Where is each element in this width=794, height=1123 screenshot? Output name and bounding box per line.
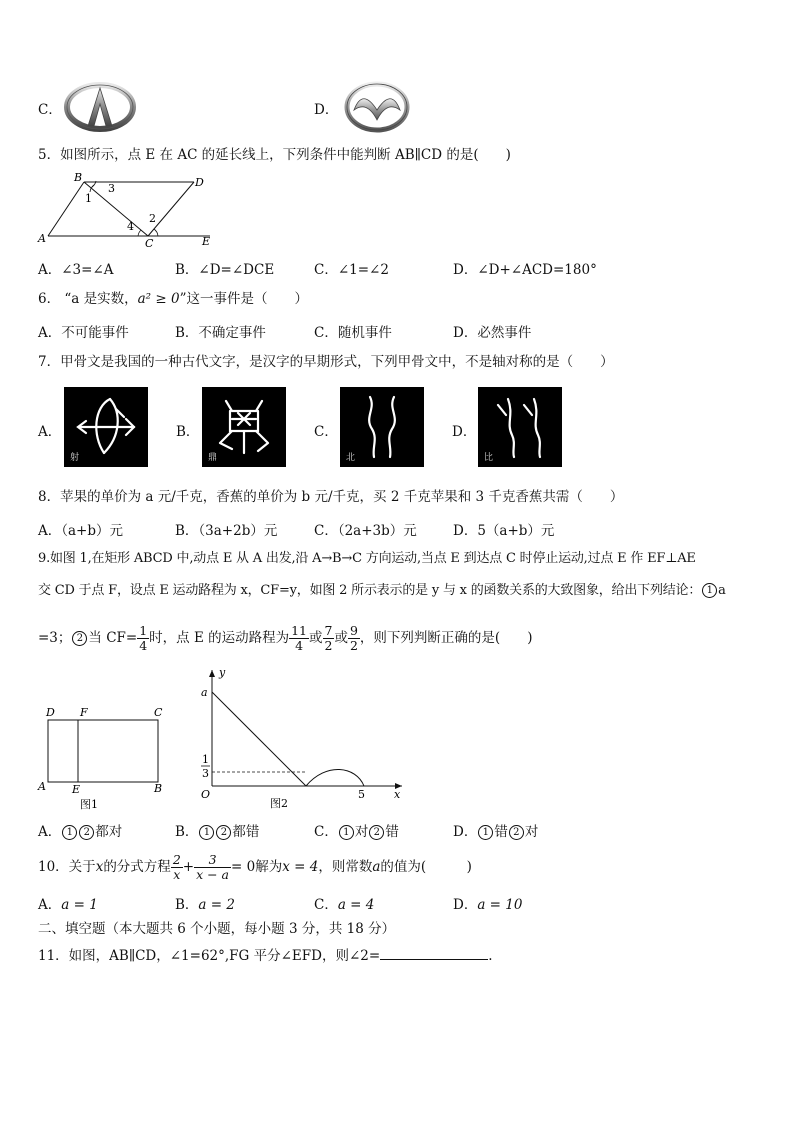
caption-she: 射 bbox=[70, 453, 80, 463]
q10-stem bbox=[38, 848, 472, 886]
q5-stem: 5．如图所示，点 E 在 AC 的延长线上，下列条件中能判断 AB∥CD 的是( ) bbox=[38, 147, 511, 163]
q9-line2 bbox=[38, 581, 726, 601]
oracle-glyph-a bbox=[64, 387, 148, 467]
frac-den: 4 bbox=[139, 638, 148, 653]
oracle-glyph-c bbox=[340, 387, 424, 467]
q4-option-d-label: D． bbox=[314, 102, 339, 118]
opt-value: a = 10 bbox=[477, 897, 523, 913]
q10-eq0: = 0 bbox=[231, 859, 256, 875]
q8-option-b: B．（3a+2b）元 bbox=[175, 523, 278, 539]
caption-ding: 鼎 bbox=[208, 453, 218, 463]
q5-angle-2: 2 bbox=[149, 212, 156, 225]
q9-figure-1 bbox=[34, 700, 174, 815]
q8-stem: 8．苹果的单价为 a 元/千克，香蕉的单价为 b 元/千克，买 2 千克苹果和 3 千克香蕉共需（ ） bbox=[38, 489, 624, 505]
oracle-glyph-d bbox=[478, 387, 562, 467]
q10-options bbox=[38, 893, 758, 913]
opt-letter: C． bbox=[314, 897, 338, 913]
q9-frac-11-4 bbox=[289, 624, 309, 653]
circled-1: 1 bbox=[478, 825, 493, 840]
fig1-point-c: C bbox=[154, 706, 163, 719]
q9-line1: 9.如图 1,在矩形 ABCD 中,动点 E 从 A 出发,沿 A→B→C 方向运动,当点 E 到达点 C 时停止运动,过点 E 作 EF⊥AE bbox=[38, 551, 696, 566]
q5-option-c: C．∠1=∠2 bbox=[314, 262, 389, 278]
fig1-caption: 图1 bbox=[80, 798, 98, 811]
q6-options bbox=[38, 321, 758, 341]
q5-option-d: D．∠D+∠ACD=180° bbox=[453, 262, 597, 278]
opt-value: a = 4 bbox=[337, 897, 375, 913]
opt-text: 都错 bbox=[232, 824, 260, 840]
q9-line3-b: 当 CF= bbox=[88, 630, 138, 646]
q10-option-a bbox=[38, 893, 98, 913]
q9-option-c bbox=[314, 820, 399, 840]
fig2-frac-den: 3 bbox=[202, 767, 209, 780]
q9-options bbox=[38, 820, 758, 840]
q11-stem bbox=[38, 945, 492, 966]
opt-value: a = 1 bbox=[61, 897, 98, 913]
q4-option-c-label: C． bbox=[38, 102, 62, 118]
q7-label-c: C． bbox=[314, 424, 338, 440]
q5-option-a: A．∠3=∠A bbox=[38, 262, 114, 278]
q9-circled-2: 2 bbox=[72, 631, 87, 646]
q10-plus: + bbox=[182, 859, 195, 875]
frac-den: 4 bbox=[295, 638, 304, 653]
q5-point-a: A bbox=[38, 232, 46, 245]
q10-frac-2-x bbox=[171, 853, 183, 882]
opt-letter: B． bbox=[175, 897, 199, 913]
q10-mid: 的分式方程 bbox=[103, 859, 171, 875]
q9-option-d bbox=[453, 820, 538, 840]
oracle-glyph-b bbox=[202, 387, 286, 467]
frac-num: 11 bbox=[291, 623, 308, 638]
fig2-a-label: a bbox=[201, 686, 208, 699]
q8-option-a: A．（a+b）元 bbox=[38, 523, 124, 539]
frac-num: 9 bbox=[349, 623, 358, 638]
opt-mid: 对 bbox=[354, 824, 369, 840]
q9-line2-text: 交 CD 于点 F，设点 E 运动路程为 x，CF=y，如图 2 所示表示的是 y 与 x 的函数关系的大致图象，给出下列结论： bbox=[38, 583, 702, 598]
q9-frac-9-2 bbox=[348, 624, 360, 653]
fig2-y-label: y bbox=[219, 666, 226, 679]
opt-text: 对 bbox=[524, 824, 539, 840]
circled-1: 1 bbox=[339, 825, 354, 840]
opt-value: a = 2 bbox=[198, 897, 235, 913]
q9-frac-1-4 bbox=[137, 624, 149, 653]
q10-option-c bbox=[314, 893, 374, 913]
q9-frac-7-2 bbox=[323, 624, 335, 653]
q5-options bbox=[38, 258, 758, 278]
q10-mid3: ，则常数 bbox=[318, 859, 373, 875]
q9-line3-a: =3； bbox=[38, 630, 72, 646]
caption-bi: 比 bbox=[484, 453, 494, 463]
q11-end: . bbox=[488, 948, 493, 964]
frac-num: 7 bbox=[324, 623, 333, 638]
q5-point-c: C bbox=[145, 237, 154, 250]
opt-text: 都对 bbox=[95, 824, 123, 840]
q9-option-a bbox=[38, 820, 122, 840]
q6-stem-pre: 6． “a 是实数， bbox=[38, 291, 138, 307]
fig2-origin: O bbox=[201, 788, 211, 801]
opt-text: 错 bbox=[385, 824, 399, 840]
caption-bei: 北 bbox=[346, 453, 356, 463]
q6-stem-post: ”这一事件是（ ） bbox=[179, 291, 308, 307]
fig1-point-f: F bbox=[80, 706, 88, 719]
q10-option-b bbox=[175, 893, 235, 913]
q5-point-b: B bbox=[74, 171, 83, 184]
fig2-tick-5: 5 bbox=[358, 788, 365, 801]
fig1-point-a: A bbox=[38, 780, 46, 793]
q9-line3 bbox=[38, 620, 532, 656]
fig2-caption: 图2 bbox=[270, 797, 288, 810]
q7-label-b: B． bbox=[176, 424, 200, 440]
opt-letter: A． bbox=[38, 897, 62, 913]
circled-2: 2 bbox=[79, 825, 94, 840]
q9-line2-end: a bbox=[718, 583, 726, 598]
frac-num: 3 bbox=[194, 853, 231, 868]
q5-angle-3: 3 bbox=[108, 182, 115, 195]
fig2-frac-num: 1 bbox=[202, 753, 209, 766]
frac-den: x bbox=[173, 867, 181, 882]
q10-x: x bbox=[95, 859, 104, 875]
q11-text: 11．如图，AB∥CD，∠1=62°,FG 平分∠EFD，则∠2= bbox=[38, 948, 381, 964]
q8-options bbox=[38, 519, 758, 539]
q10-frac-3-xa bbox=[194, 853, 231, 882]
opt-mid: 错 bbox=[494, 824, 508, 840]
q9-option-b bbox=[175, 820, 259, 840]
q11-answer-blank[interactable] bbox=[380, 945, 488, 960]
section-2-heading: 二、填空题（本大题共 6 个小题，每小题 3 分，共 18 分） bbox=[38, 921, 396, 937]
logo-d-image bbox=[344, 80, 410, 134]
frac-num: 2 bbox=[172, 852, 181, 867]
opt-letter: D． bbox=[453, 897, 478, 913]
q6-option-b: B．不确定事件 bbox=[175, 325, 266, 341]
fig2-x-label: x bbox=[394, 788, 401, 801]
fig1-point-e: E bbox=[72, 783, 81, 796]
q9-line3-c: 时，点 E 的运动路程为 bbox=[149, 630, 290, 646]
q10-a: a bbox=[372, 859, 381, 875]
frac-den: 2 bbox=[324, 638, 333, 653]
q10-pre: 10．关于 bbox=[38, 859, 96, 875]
q6-math: a² ≥ 0 bbox=[137, 291, 180, 307]
frac-den: 2 bbox=[349, 638, 358, 653]
q5-figure bbox=[34, 170, 224, 250]
q5-angle-1: 1 bbox=[85, 192, 92, 205]
opt-letter: B． bbox=[175, 824, 199, 840]
q10-option-d bbox=[453, 893, 522, 913]
logo-c-image bbox=[64, 80, 136, 134]
q5-option-b: B．∠D=∠DCE bbox=[175, 262, 275, 278]
frac-den: x − a bbox=[196, 867, 230, 882]
q10-post: 的值为( ) bbox=[380, 859, 472, 875]
opt-letter: C． bbox=[314, 824, 338, 840]
q9-circled-1: 1 bbox=[702, 583, 717, 598]
q10-solution: x = 4 bbox=[282, 859, 319, 875]
fig1-point-b: B bbox=[154, 782, 163, 795]
fig1-point-d: D bbox=[46, 706, 55, 719]
q5-point-d: D bbox=[195, 176, 204, 189]
q8-option-c: C．（2a+3b）元 bbox=[314, 523, 417, 539]
q5-angle-4: 4 bbox=[127, 220, 134, 233]
q9-line3-d: ，则下列判断正确的是( ) bbox=[359, 630, 533, 646]
q9-or-1: 或 bbox=[309, 630, 323, 646]
q6-option-c: C．随机事件 bbox=[314, 325, 392, 341]
circled-2: 2 bbox=[369, 825, 384, 840]
circled-1: 1 bbox=[199, 825, 214, 840]
q7-label-a: A． bbox=[38, 424, 62, 440]
q6-stem bbox=[38, 289, 308, 309]
frac-num: 1 bbox=[139, 623, 148, 638]
q9-figure-2 bbox=[196, 662, 416, 810]
circled-2: 2 bbox=[216, 825, 231, 840]
opt-letter: D． bbox=[453, 824, 478, 840]
circled-2: 2 bbox=[509, 825, 524, 840]
q9-or-2: 或 bbox=[334, 630, 348, 646]
q6-option-d: D．必然事件 bbox=[453, 325, 532, 341]
q7-label-d: D． bbox=[452, 424, 477, 440]
q6-option-a: A．不可能事件 bbox=[38, 325, 129, 341]
opt-letter: A． bbox=[38, 824, 62, 840]
q5-point-e: E bbox=[202, 235, 211, 248]
q7-stem: 7．甲骨文是我国的一种古代文字，是汉字的早期形式，下列甲骨文中，不是轴对称的是（ ） bbox=[38, 354, 614, 370]
circled-1: 1 bbox=[62, 825, 77, 840]
q10-mid2: 解为 bbox=[255, 859, 283, 875]
q8-option-d: D．5（a+b）元 bbox=[453, 523, 555, 539]
